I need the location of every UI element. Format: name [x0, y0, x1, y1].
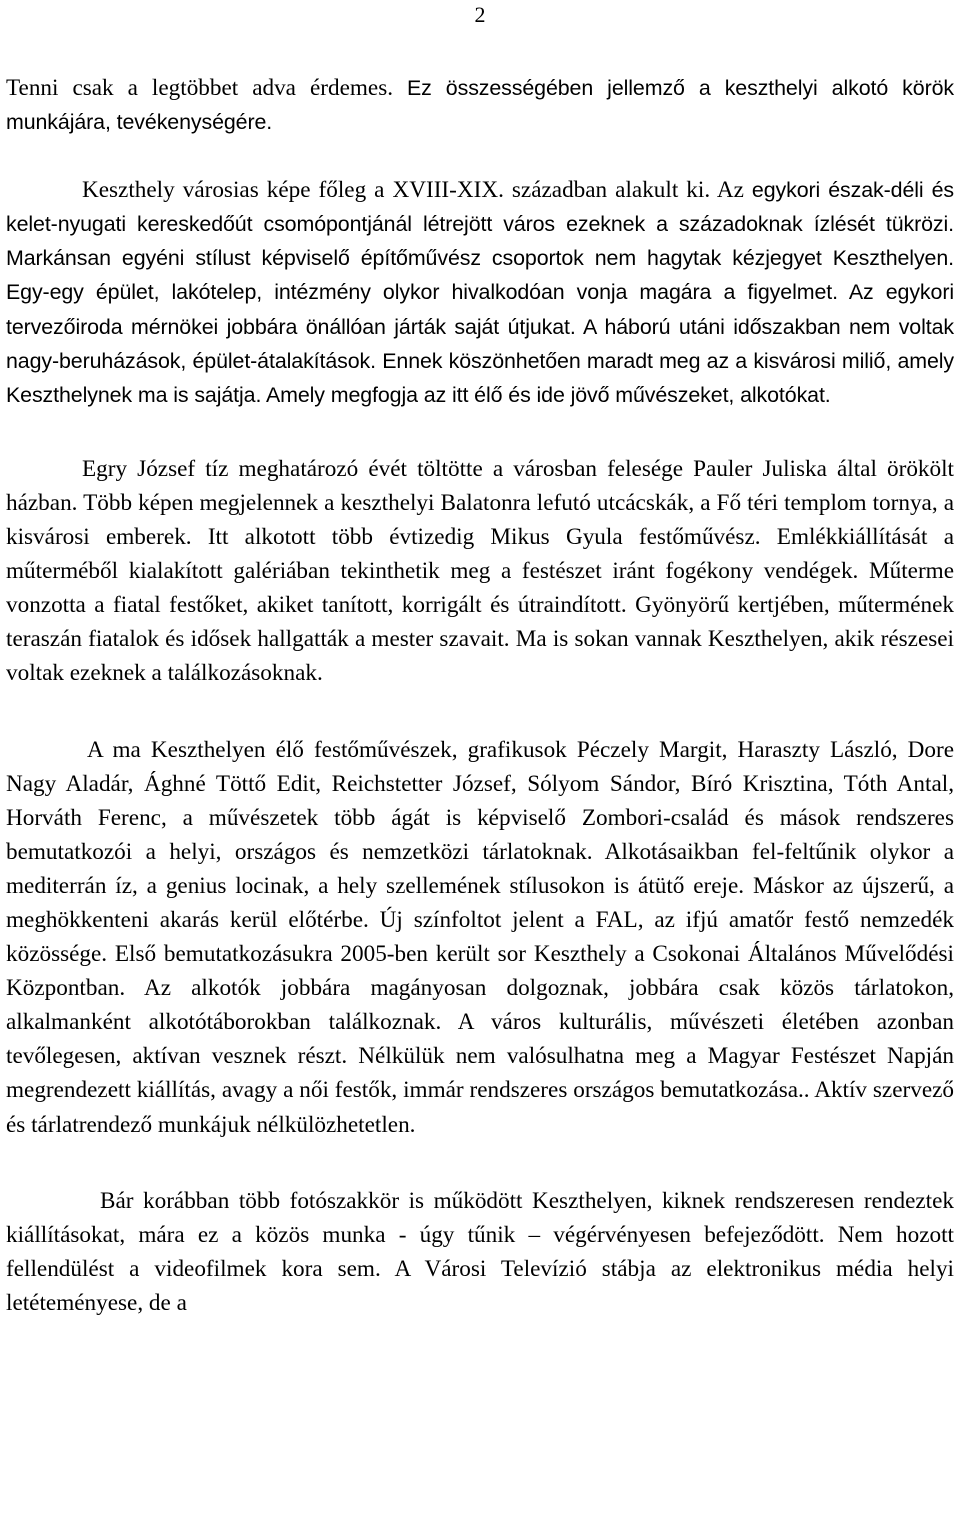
- paragraph-2-text-a: Keszthely városias képe főleg a XVIII-XIX. században alakult ki. Az: [82, 177, 752, 204]
- paragraph-4-text: A ma Keszthelyen élő festőművészek, grafikusok Péczely Margit, Haraszty László, Dore Nagy Aladár, Ághné Töttő Edit, Reichstetter József, Sólyom Sándor, Bíró Krisztina, Tóth Antal, Horváth Ferenc, a művészetek több ágát is képviselő Zombori-család és mások rendszeres bemutatkozói a helyi, országos és nemzetközi tárlatoknak. Alkotásaikban fel-feltűnik olykor a mediterrán íz, a genius locinak, a hely szellemének stílusokon is átütő ereje. Máskor az újszerű, a meghökkenteni akarás kerül előtérbe. Új színfoltot jelent a FAL, az ifjú amatőr festő nemzedék közössége. Első bemutatkozásukra 2005-ben került sor Keszthely a Csokonai Általános Művelődési Központban. Az alkotók jobbára magányosan dolgoznak, jobbára csak közös tárlatokon, alkalmanként alkotótáborokban találkoznak. A város kulturális, művészeti életében azonban tevőlegesen, aktívan vesznek részt. Nélkülük nem valósulhatna meg a Magyar Festészet Napján megrendezett kiállítás, avagy a női festők, immár rendszeres országos bemutatkozása.. Aktív szervező és tárlatrendező munkájuk nélkülözhetetlen.: [6, 736, 954, 1138]
- paragraph-3: [6, 452, 954, 691]
- paragraph-gap: [6, 139, 954, 173]
- paragraph-2-text-b: egykori észak-déli és kelet-nyugati kereskedőút csomópontjánál létrejött város ezeknek a századoknak ízlését tükrözi. Markánsan egyéni stílust képviselő építőművész csoportok nem hagytak kézjegyet Keszthelyen. Egy-egy épület, lakótelep, intézmény olykor hivalkodóan vonja magára a figyelmet. Az egykori tervezőiroda mérnökei jobbára önállóan járták saját útjukat. A háború utáni időszakban nem voltak nagy-beruházások, épület-átalakítások. Ennek köszönhetően maradt meg az a kisvárosi miliő, amely Keszthelynek ma is sajátja. Amely megfogja az itt élő és ide jövő művészeket, alkotókat.: [6, 178, 954, 407]
- paragraph-5: [6, 1184, 954, 1320]
- paragraph-gap: [6, 1142, 954, 1184]
- paragraph-2: [6, 173, 954, 412]
- paragraph-1: [6, 71, 954, 139]
- paragraph-gap: [6, 691, 954, 733]
- paragraph-4: [6, 733, 954, 1142]
- paragraph-5-text: Bár korábban több fotószakkör is működött Keszthelyen, kiknek rendszeresen rendeztek kiállításokat, mára ez a közös munka - úgy tűnik – végérvényesen befejeződött. Nem hozott fellendülést a videofilmek kora sem. A Városi Televízió stábja az elektronikus média helyi letéteményese, de a: [6, 1187, 954, 1316]
- paragraph-3-text: Egry József tíz meghatározó évét töltötte a városban felesége Pauler Juliska által örökölt házban. Több képen megjelennek a keszthelyi Balatonra lefutó utcácskák, a Fő téri templom tornya, a kisvárosi emberek. Itt alkotott több évtizedig Mikus Gyula festőművész. Emlékkiállítását a műterméből kialakított galériában tekinthetik meg a festészet iránt fogékony vendégek. Műterme vonzotta a fiatal festőket, akiket tanított, korrigált és útraindított. Gyönyörű kertjében, műtermének teraszán fiatalok és idősek hallgatták a mester szavait. Ma is sokan vannak Keszthelyen, akik részesei voltak ezeknek a találkozásoknak.: [6, 455, 954, 687]
- paragraph-1-text-b: Ez összességében jellemző a keszthelyi alkotó körök munkájára, tevékenységére.: [6, 76, 954, 135]
- document-body: [6, 71, 954, 1320]
- paragraph-gap: [6, 412, 954, 452]
- page-number: 2: [474, 2, 486, 27]
- paragraph-1-text-a: Tenni csak a legtöbbet adva érdemes.: [6, 75, 407, 101]
